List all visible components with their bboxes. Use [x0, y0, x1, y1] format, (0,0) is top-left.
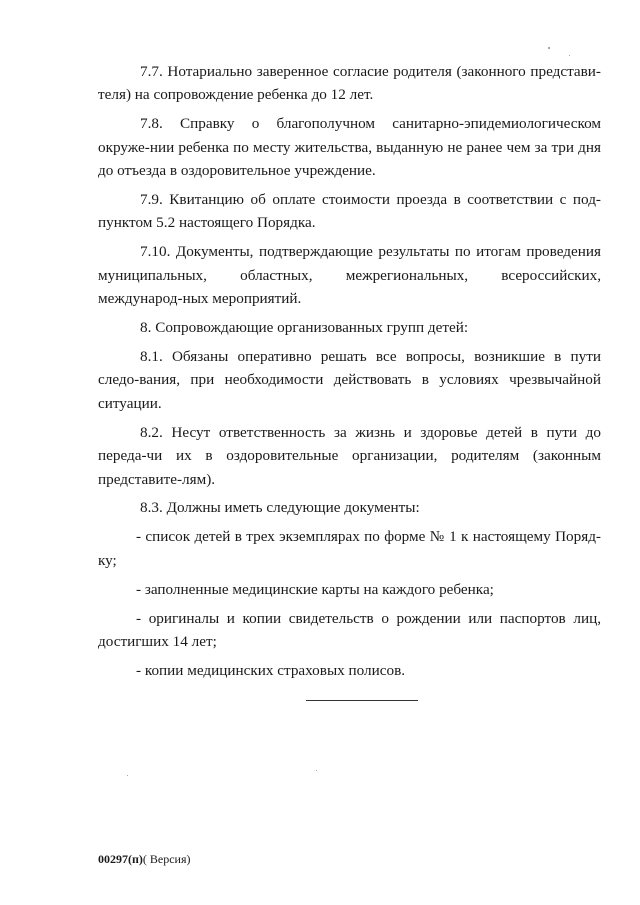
list-item-children-list: - список детей в трех экземплярах по форме № 1 к настоящему Поряд-ку; [98, 528, 601, 569]
paragraph-8: 8. Сопровождающие организованных групп детей: [140, 319, 469, 337]
paragraph-8-2: 8.2. Несут ответственность за жизнь и здоровье детей в пути до переда-чи их в оздоровительные организации, родителям (законным представите-лям). [98, 423, 601, 488]
list-item-medical-cards: - заполненные медицинские карты на каждого ребенка; [136, 580, 494, 598]
paragraph-8-3: 8.3. Должны иметь следующие документы: [140, 499, 420, 517]
footer-code [98, 852, 191, 866]
scan-speck [569, 55, 570, 56]
list-item-birth-certificates: - оригиналы и копии свидетельств о рождении или паспортов лиц, достигших 14 лет; [98, 609, 601, 650]
footer-version: ( Версия) [142, 852, 191, 866]
list-item-insurance-policies: - копии медицинских страховых полисов. [136, 661, 406, 679]
paragraph-7-8: 7.8. Справку о благополучном санитарно-эпидемиологическом окруже-нии ребенка по месту жительства, выданную не ранее чем за три дня до отъезда в оздоровительное учреждение. [98, 115, 601, 180]
scan-speck [316, 770, 317, 771]
end-separator-line [306, 700, 418, 701]
document-body [98, 60, 601, 688]
footer-document-code: 00297(п) [98, 852, 143, 866]
scan-speck [127, 775, 128, 776]
paragraph-8-1: 8.1. Обязаны оперативно решать все вопросы, возникшие в пути следо-вания, при необходимости действовать в условиях чрезвычайной ситуации. [98, 347, 601, 412]
scan-speck [548, 47, 550, 49]
paragraph-7-9: 7.9. Квитанцию об оплате стоимости проезда в соответствии с под-пунктом 5.2 настоящего Порядка. [98, 191, 601, 232]
paragraph-7-10: 7.10. Документы, подтверждающие результаты по итогам проведения муниципальных, областных, межрегиональных, всероссийских, международ-ных мероприятий. [98, 243, 601, 308]
paragraph-7-7: 7.7. Нотариально заверенное согласие родителя (законного представи-теля) на сопровождение ребенка до 12 лет. [98, 63, 601, 104]
